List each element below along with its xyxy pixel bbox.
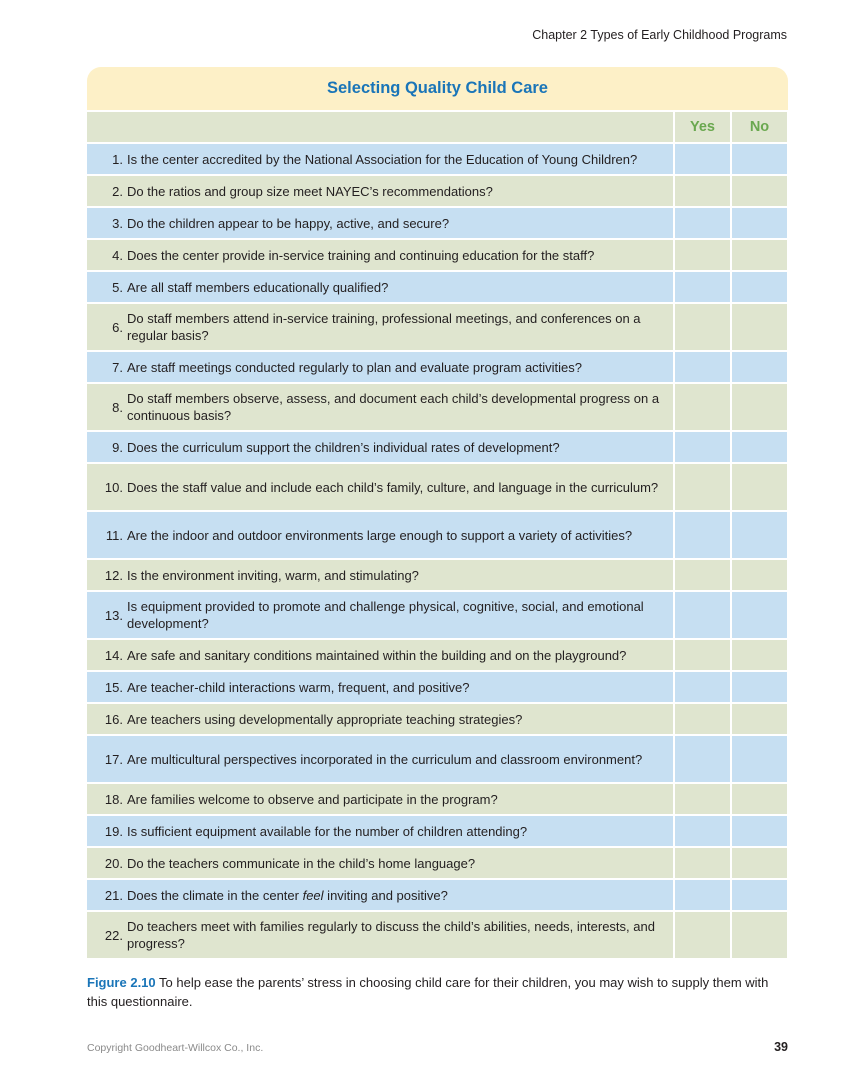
no-answer-box[interactable] [732, 672, 787, 702]
question-row [87, 176, 788, 206]
question-row [87, 704, 788, 734]
question-text: Does the staff value and include each child’s family, culture, and language in the curriculum? [127, 479, 659, 495]
no-answer-box[interactable] [732, 240, 787, 270]
question-text: Does the center provide in-service training and continuing education for the staff? [127, 247, 595, 263]
question-text-emphasis: feel [302, 887, 324, 903]
question-number: 1. [112, 151, 123, 167]
question-text-before: Does the climate in the center [127, 887, 303, 903]
no-answer-box[interactable] [732, 848, 787, 878]
question-text: Is the environment inviting, warm, and stimulating? [127, 567, 419, 583]
yes-answer-box[interactable] [675, 512, 730, 558]
checklist-title: Selecting Quality Child Care [87, 67, 788, 110]
question-row [87, 432, 788, 462]
question-row [87, 736, 788, 782]
yes-answer-box[interactable] [675, 144, 730, 174]
yes-answer-box[interactable] [675, 816, 730, 846]
question-text: Are teachers using developmentally appropriate teaching strategies? [127, 711, 523, 727]
no-answer-box[interactable] [732, 384, 787, 430]
question-number: 17. [104, 751, 123, 767]
question-number: 21. [104, 887, 123, 903]
question-text: Does the curriculum support the children’s individual rates of development? [127, 439, 560, 455]
no-answer-box[interactable] [732, 784, 787, 814]
question-number: 22. [104, 927, 123, 943]
yes-answer-box[interactable] [675, 432, 730, 462]
no-answer-box[interactable] [732, 816, 787, 846]
question-number: 18. [104, 791, 123, 807]
question-text: Are all staff members educationally qualified? [127, 279, 389, 295]
question-text: Do the teachers communicate in the child’s home language? [127, 855, 476, 871]
question-text-after: inviting and positive? [323, 887, 448, 903]
header-blank-cell [87, 112, 673, 142]
yes-answer-box[interactable] [675, 592, 730, 638]
yes-answer-box[interactable] [675, 240, 730, 270]
question-row [87, 912, 788, 958]
no-answer-box[interactable] [732, 880, 787, 910]
yes-answer-box[interactable] [675, 208, 730, 238]
page-number: 39 [774, 1040, 788, 1054]
yes-column-header: Yes [675, 112, 730, 142]
no-answer-box[interactable] [732, 464, 787, 510]
question-number: 10. [104, 479, 123, 495]
question-row [87, 880, 788, 910]
question-number: 5. [112, 279, 123, 295]
question-row [87, 592, 788, 638]
yes-answer-box[interactable] [675, 672, 730, 702]
yes-answer-box[interactable] [675, 784, 730, 814]
no-answer-box[interactable] [732, 560, 787, 590]
question-text: Do staff members observe, assess, and document each child’s developmental progress on a continuous basis? [127, 391, 660, 423]
no-answer-box[interactable] [732, 736, 787, 782]
question-number: 7. [112, 359, 123, 375]
figure-caption [87, 973, 789, 1011]
question-number: 8. [112, 399, 123, 415]
question-text: Do the ratios and group size meet NAYEC’s recommendations? [127, 183, 493, 199]
question-number: 16. [104, 711, 123, 727]
yes-answer-box[interactable] [675, 272, 730, 302]
question-row [87, 816, 788, 846]
yes-answer-box[interactable] [675, 464, 730, 510]
yes-answer-box[interactable] [675, 560, 730, 590]
no-answer-box[interactable] [732, 352, 787, 382]
question-number: 2. [112, 183, 123, 199]
question-row [87, 560, 788, 590]
question-row [87, 848, 788, 878]
question-row [87, 784, 788, 814]
question-text: Is the center accredited by the National Association for the Education of Young Children? [127, 151, 638, 167]
question-row [87, 640, 788, 670]
figure-caption-text: To help ease the parents’ stress in choosing child care for their children, you may wish to supply them with this questionnaire. [87, 975, 769, 1009]
question-number: 3. [112, 215, 123, 231]
question-text: Do the children appear to be happy, active, and secure? [127, 215, 450, 231]
question-row [87, 272, 788, 302]
no-answer-box[interactable] [732, 704, 787, 734]
question-number: 6. [112, 319, 123, 335]
question-text: Are staff meetings conducted regularly to plan and evaluate program activities? [127, 359, 583, 375]
yes-answer-box[interactable] [675, 880, 730, 910]
no-answer-box[interactable] [732, 912, 787, 958]
question-row [87, 672, 788, 702]
question-row [87, 208, 788, 238]
no-column-header: No [732, 112, 787, 142]
yes-answer-box[interactable] [675, 384, 730, 430]
question-text [125, 887, 663, 904]
yes-answer-box[interactable] [675, 176, 730, 206]
yes-answer-box[interactable] [675, 704, 730, 734]
running-head: Chapter 2 Types of Early Childhood Programs [532, 28, 787, 42]
figure-label: Figure 2.10 [87, 975, 156, 990]
question-text: Are teacher-child interactions warm, frequent, and positive? [127, 679, 470, 695]
yes-answer-box[interactable] [675, 352, 730, 382]
question-number: 14. [104, 647, 123, 663]
no-answer-box[interactable] [732, 512, 787, 558]
question-row [87, 464, 788, 510]
yes-answer-box[interactable] [675, 912, 730, 958]
question-number: 9. [112, 439, 123, 455]
question-text: Are safe and sanitary conditions maintained within the building and on the playground? [127, 647, 627, 663]
question-text: Do teachers meet with families regularly to discuss the child’s abilities, needs, interests, and progress? [127, 919, 655, 951]
question-number: 19. [104, 823, 123, 839]
no-answer-box[interactable] [732, 592, 787, 638]
question-number: 15. [104, 679, 123, 695]
question-row [87, 240, 788, 270]
question-number: 11. [105, 527, 123, 543]
yes-answer-box[interactable] [675, 304, 730, 350]
no-answer-box[interactable] [732, 272, 787, 302]
question-row [87, 144, 788, 174]
no-answer-box[interactable] [732, 176, 787, 206]
question-text: Is equipment provided to promote and challenge physical, cognitive, social, and emotional development? [127, 599, 644, 631]
checklist-panel [87, 67, 788, 958]
question-text: Are multicultural perspectives incorporated in the curriculum and classroom environment? [127, 751, 643, 767]
no-answer-box[interactable] [732, 432, 787, 462]
question-row [87, 352, 788, 382]
question-text: Are the indoor and outdoor environments large enough to support a variety of activities? [127, 527, 633, 543]
question-text: Do staff members attend in-service training, professional meetings, and conferences on a regular basis? [127, 311, 641, 343]
question-number: 12. [104, 567, 123, 583]
no-answer-box[interactable] [732, 640, 787, 670]
question-number: 4. [112, 247, 123, 263]
question-row [87, 304, 788, 350]
question-row [87, 512, 788, 558]
question-text: Is sufficient equipment available for the number of children attending? [127, 823, 528, 839]
checklist-header-row [87, 112, 788, 142]
yes-answer-box[interactable] [675, 848, 730, 878]
no-answer-box[interactable] [732, 304, 787, 350]
no-answer-box[interactable] [732, 208, 787, 238]
question-text: Are families welcome to observe and participate in the program? [127, 791, 498, 807]
yes-answer-box[interactable] [675, 736, 730, 782]
no-answer-box[interactable] [732, 144, 787, 174]
copyright-notice: Copyright Goodheart-Willcox Co., Inc. [87, 1042, 264, 1054]
question-number: 13. [104, 607, 123, 623]
question-number: 20. [104, 855, 123, 871]
question-row [87, 384, 788, 430]
yes-answer-box[interactable] [675, 640, 730, 670]
